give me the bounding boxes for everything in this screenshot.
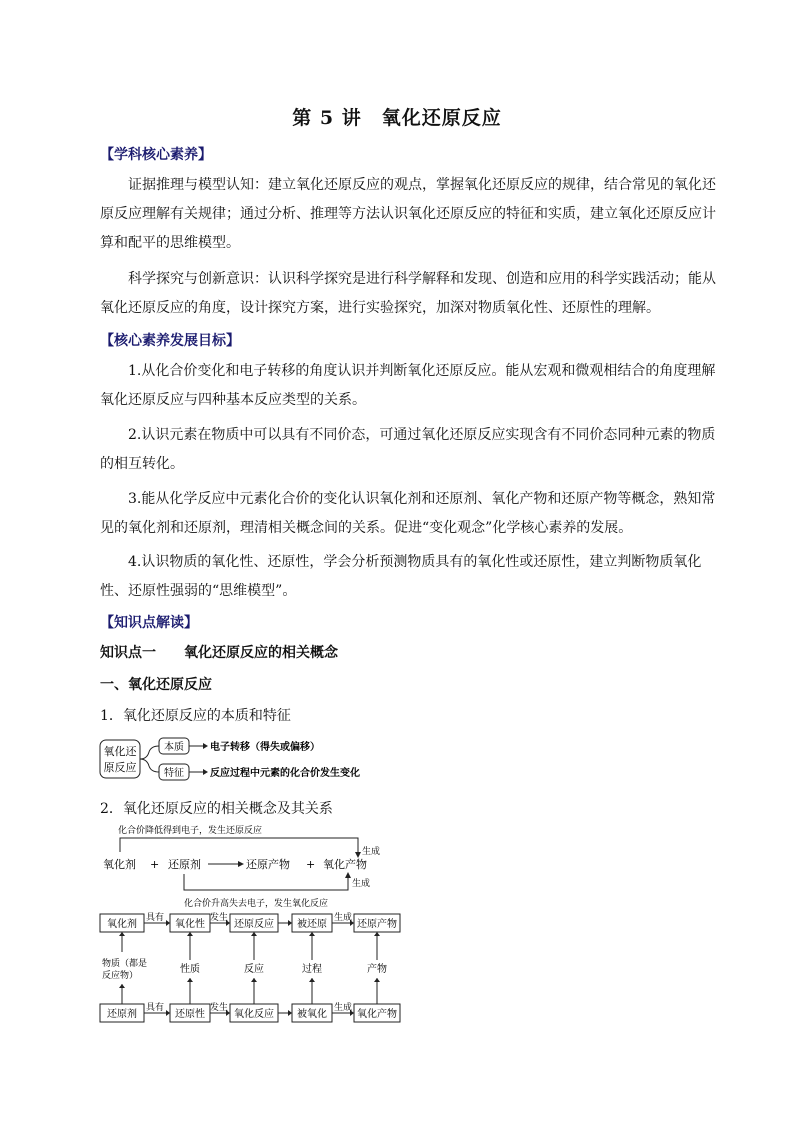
goal-paragraph-1: 1.从化合价变化和电子转移的角度认识并判断氧化还原反应。能从宏观和微观相结合的角度理解氧化还原反应与四种基本反应类型的关系。 [100, 363, 716, 408]
oxidant: 氧化剂 [103, 858, 136, 871]
row1-arrow-1: 具有 [146, 913, 165, 923]
gen-label-top: 生成 [362, 847, 381, 857]
mid-label-1b: 反应物） [102, 971, 139, 981]
goal-paragraph-2: 2.认识元素在物质中可以具有不同价态，可通过氧化还原反应实现含有不同价态同种元素的物质的相互转化。 [100, 427, 716, 472]
plus-2: + [306, 858, 316, 871]
goal-paragraph-4: 4.认识物质的氧化性、还原性，学会分析预测物质具有的氧化性或还原性，建立判断物质氧化性、还原性强弱的“思维模型”。 [100, 554, 702, 599]
knowledge-point-heading: 知识点一 氧化还原反应的相关概念 [100, 645, 338, 661]
row2-arrow-4: 生成 [334, 1003, 353, 1013]
row1-cell-1: 氧化剂 [107, 919, 137, 930]
feature-desc: 反应过程中元素的化合价发生变化 [210, 768, 360, 779]
goal-paragraph-3: 3.能从化学反应中元素化合价的变化认识氧化剂和还原剂、氧化产物和还原产物等概念，熟知常见的氧化剂和还原剂，理清相关概念间的关系。促进“变化观念”化学核心素养的发展。 [100, 491, 716, 536]
red-product: 还原产物 [246, 858, 290, 871]
row1-cell-5: 还原产物 [357, 919, 397, 930]
row1-cell-3: 还原反应 [234, 919, 274, 930]
mid-label-5: 产物 [367, 964, 387, 975]
literacy-paragraph-1: 证据推理与模型认知：建立氧化还原反应的观点，掌握氧化还原反应的规律，结合常见的氧化还原反应理解有关规律；通过分析、推理等方法认识氧化还原反应的特征和实质，建立氧化还原反应计算和配平的思维模型。 [100, 177, 716, 251]
nature-feature-diagram [95, 734, 395, 786]
nature-label: 本质 [164, 742, 184, 753]
row1-cell-2: 氧化性 [175, 919, 205, 930]
row1-cell-4: 被还原 [297, 919, 327, 930]
row1-arrow-4: 生成 [334, 913, 353, 923]
reaction-relation-diagram [98, 822, 408, 910]
bottom-note: 化合价升高失去电子，发生氧化反应 [184, 899, 329, 909]
concept-grid-diagram [98, 910, 408, 1025]
mid-label-3: 反应 [244, 964, 264, 975]
subheading: 一、氧化还原反应 [100, 677, 212, 693]
mid-label-2: 性质 [180, 964, 200, 975]
row2-cell-2: 还原性 [175, 1009, 205, 1020]
row1-arrow-2: 发生 [210, 913, 229, 923]
section-core-literacy: 【学科核心素养】 [100, 147, 212, 163]
reductant: 还原剂 [168, 858, 201, 871]
row2-arrow-1: 具有 [146, 1003, 165, 1013]
literacy-paragraph-2: 科学探究与创新意识：认识科学探究是进行科学解释和发现、创造和应用的科学实践活动；能从氧化还原反应的角度，设计探究方案，进行实验探究，加深对物质氧化性、还原性的理解。 [100, 271, 716, 316]
ox-product: 氧化产物 [323, 858, 367, 871]
page-title: 第 5 讲 氧化还原反应 [292, 107, 502, 129]
row2-arrow-2: 发生 [210, 1003, 229, 1013]
item-1: 1．氧化还原反应的本质和特征 [100, 708, 291, 724]
top-note: 化合价降低得到电子，发生还原反应 [118, 826, 263, 836]
section-knowledge: 【知识点解读】 [100, 615, 198, 631]
row2-cell-1: 还原剂 [107, 1009, 137, 1020]
nature-desc: 电子转移（得失或偏移） [210, 742, 320, 753]
root-line-2: 原反应 [103, 761, 137, 774]
mid-label-1a: 物质（都是 [102, 959, 148, 969]
row2-cell-4: 被氧化 [297, 1009, 327, 1020]
plus: + [150, 858, 160, 871]
root-line-1: 氧化还 [103, 745, 137, 758]
gen-label-bottom: 生成 [352, 879, 371, 889]
row2-cell-3: 氧化反应 [234, 1009, 274, 1020]
section-goals: 【核心素养发展目标】 [100, 333, 240, 349]
feature-label: 特征 [164, 768, 184, 779]
mid-label-4: 过程 [302, 964, 322, 975]
row2-cell-5: 氧化产物 [357, 1009, 397, 1020]
item-2: 2．氧化还原反应的相关概念及其关系 [100, 801, 333, 817]
